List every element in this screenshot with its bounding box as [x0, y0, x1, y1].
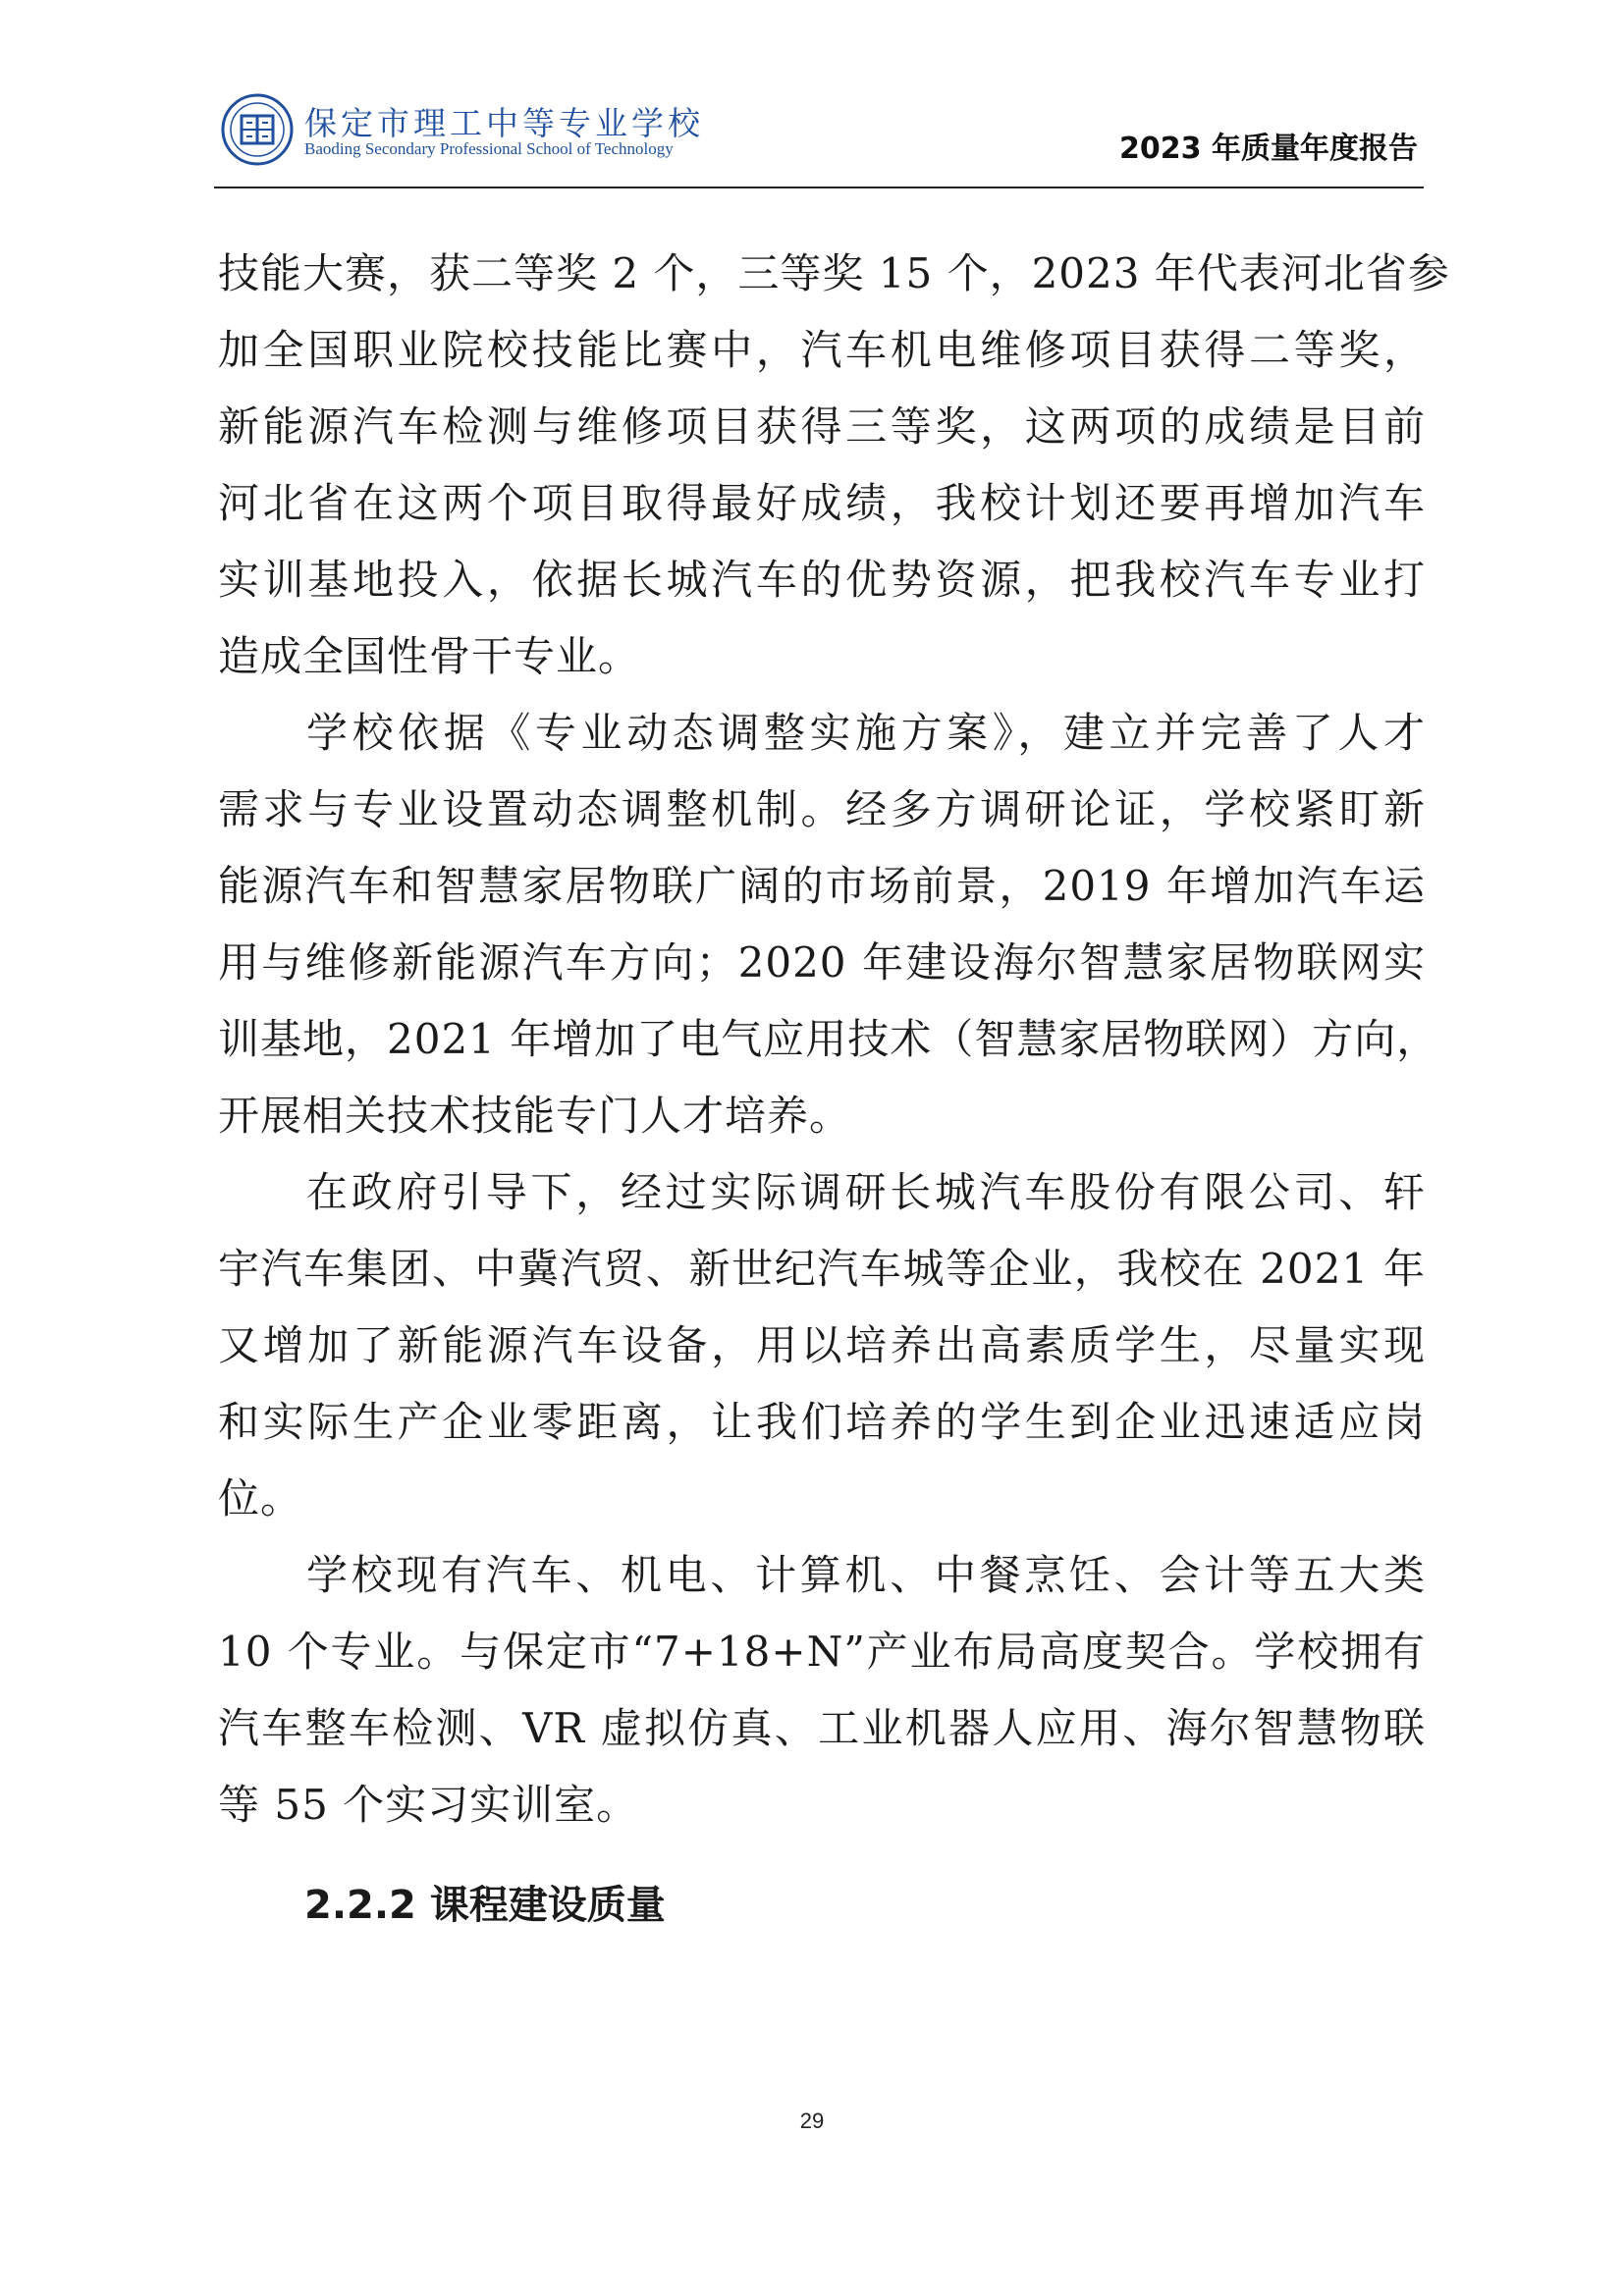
- page-header: [214, 80, 1424, 188]
- paragraph-line: 和实际生产企业零距离，让我们培养的学生到企业迅速适应岗: [218, 1398, 1426, 1446]
- school-name-cn: 保定市理工中等专业学校: [304, 104, 704, 142]
- paragraph-line: 汽车整车检测、VR 虚拟仿真、工业机器人应用、海尔智慧物联: [218, 1704, 1426, 1752]
- paragraph-line: 技能大赛，获二等奖 2 个，三等奖 15 个，2023 年代表河北省参: [218, 249, 1450, 297]
- section-heading: 2.2.2 课程建设质量: [304, 1883, 666, 1928]
- paragraph: [218, 236, 1450, 695]
- paragraph: [218, 1537, 1426, 1843]
- header-rule: [214, 187, 1424, 188]
- paragraph-line: 学校现有汽车、机电、计算机、中餐烹饪、会计等五大类: [306, 1551, 1426, 1599]
- paragraph: [218, 1154, 1426, 1537]
- paragraph-line: 10 个专业。与保定市“7+18+N”产业布局高度契合。学校拥有: [218, 1628, 1426, 1676]
- school-logo-icon: [220, 92, 295, 167]
- page-number: 29: [799, 2109, 825, 2133]
- paragraph-line: 又增加了新能源汽车设备，用以培养出高素质学生，尽量实现: [218, 1321, 1426, 1369]
- paragraph: [218, 695, 1439, 1154]
- paragraph-line: 宇汽车集团、中冀汽贸、新世纪汽车城等企业，我校在 2021 年: [218, 1245, 1426, 1293]
- paragraph-line: 造成全国性骨干专业。: [218, 632, 641, 680]
- school-name-en: Baoding Secondary Professional School of Technology: [304, 139, 674, 158]
- paragraph-line: 在政府引导下，经过实际调研长城汽车股份有限公司、轩: [306, 1168, 1426, 1216]
- section-gap: [218, 1843, 1426, 1861]
- body-text: [218, 236, 1450, 1949]
- paragraph-line: 用与维修新能源汽车方向；2020 年建设海尔智慧家居物联网实: [218, 938, 1426, 987]
- paragraph-line: 开展相关技术技能专门人才培养。: [218, 1092, 852, 1140]
- report-title: 2023 年质量年度报告: [1119, 132, 1418, 166]
- paragraph-line: 学校依据《专业动态调整实施方案》，建立并完善了人才: [306, 709, 1426, 757]
- paragraph-line: 等 55 个实习实训室。: [218, 1781, 639, 1829]
- paragraph-line: 河北省在这两个项目取得最好成绩，我校计划还要再增加汽车: [218, 479, 1426, 527]
- paragraph-line: 实训基地投入，依据长城汽车的优势资源，把我校汽车专业打: [218, 556, 1426, 604]
- paragraph-line: 加全国职业院校技能比赛中，汽车机电维修项目获得二等奖，: [218, 326, 1426, 374]
- paragraph-line: 训基地，2021 年增加了电气应用技术（智慧家居物联网）方向，: [218, 1015, 1439, 1063]
- paragraph-line: 新能源汽车检测与维修项目获得三等奖，这两项的成绩是目前: [218, 402, 1426, 451]
- paragraph-line: 需求与专业设置动态调整机制。经多方调研论证，学校紧盯新: [218, 785, 1426, 833]
- paragraph-line: 能源汽车和智慧家居物联广阔的市场前景，2019 年增加汽车运: [218, 862, 1426, 910]
- paragraph-line: 位。: [218, 1474, 303, 1522]
- paragraph-list: [218, 236, 1450, 1843]
